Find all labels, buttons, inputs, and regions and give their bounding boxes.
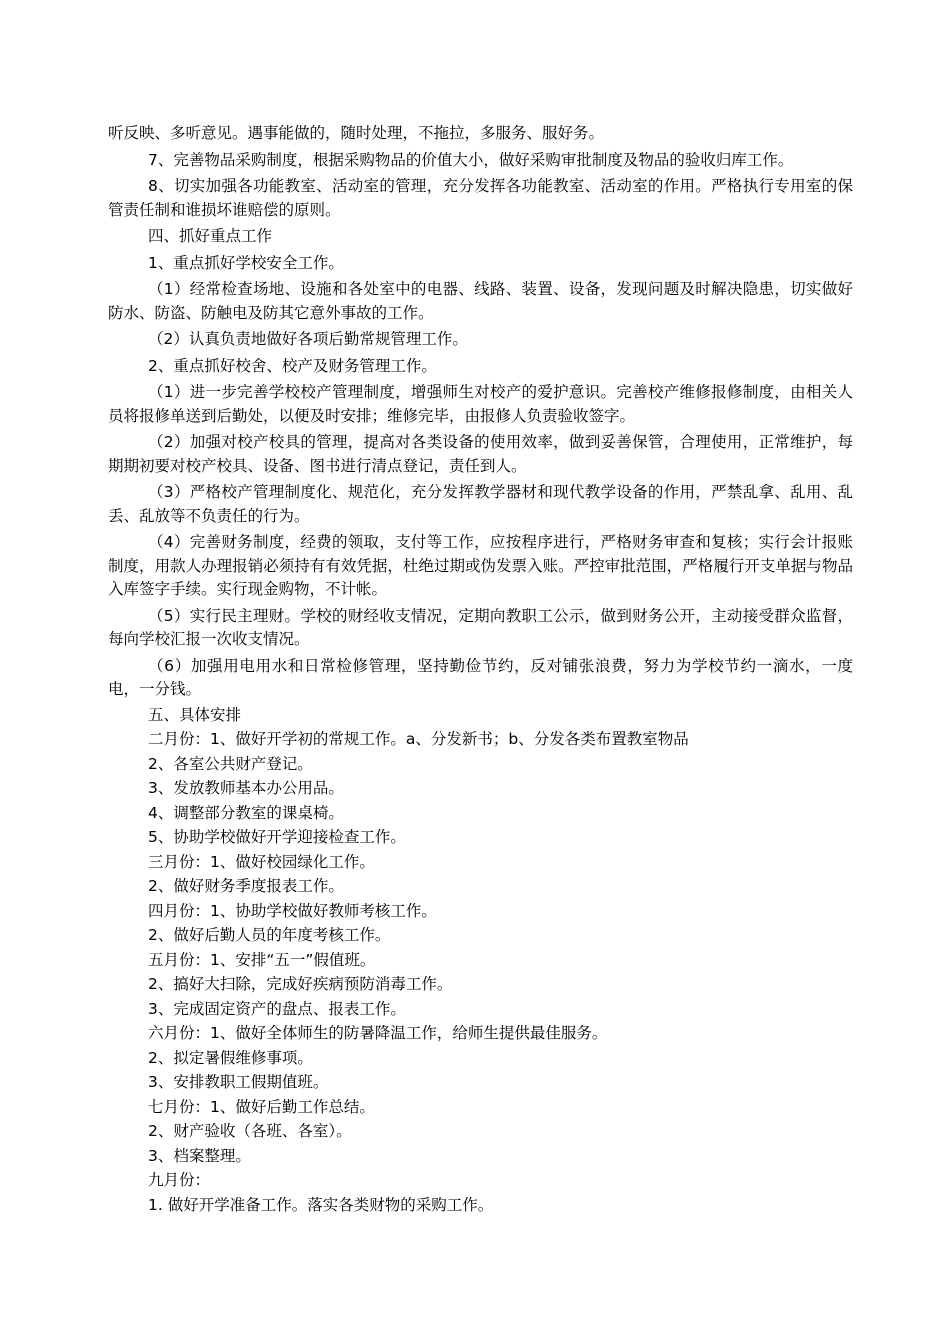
- schedule-item: 2、搞好大扫除，完成好疾病预防消毒工作。: [148, 975, 453, 993]
- schedule-item: 三月份：1、做好校园绿化工作。: [148, 852, 375, 871]
- schedule-item: 五月份：1、安排“五一”假值班。: [148, 950, 376, 969]
- section-heading: 四、抓好重点工作: [148, 227, 273, 245]
- paragraph: （1）进一步完善学校校产管理制度，增强师生对校产的爱护意识。完善校产维修报修制度，由相关人员将报修单送到后勤处，以便及时安排；维修完毕，由报修人负责验收签字。: [108, 383, 853, 425]
- schedule-item: 3、发放教师基本办公用品。: [148, 779, 344, 797]
- schedule-item: 2、各室公共财产登记。: [148, 754, 313, 773]
- paragraph: 7、完善物品采购制度，根据采购物品的价值大小，做好采购审批制度及物品的验收归库工作。: [148, 150, 794, 169]
- schedule-item: 六月份：1、做好全体师生的防暑降温工作，给师生提供最佳服务。: [148, 1024, 608, 1042]
- schedule-item: 七月份：1、做好后勤工作总结。: [148, 1097, 375, 1116]
- schedule-item: 3、档案整理。: [148, 1146, 251, 1165]
- schedule-item: 2、拟定暑假维修事项。: [148, 1048, 313, 1067]
- schedule-item: 2、财产验收（各班、各室）。: [148, 1122, 352, 1140]
- paragraph: （3）严格校产管理制度化、规范化，充分发挥教学器材和现代教学设备的作用，严禁乱拿、乱用、乱丢、乱放等不负责任的行为。: [108, 483, 853, 525]
- section-heading: 五、具体安排: [148, 705, 242, 724]
- paragraph: （2）认真负责地做好各项后勤常规管理工作。: [148, 330, 468, 348]
- schedule-item: 3、安排教职工假期值班。: [148, 1073, 329, 1091]
- subsection-heading: 2、重点抓好校舍、校产及财务管理工作。: [148, 356, 437, 375]
- schedule-item: 九月份：: [148, 1171, 211, 1189]
- schedule-item: 二月份：1、做好开学初的常规工作。a、分发新书；b、分发各类布置教室物品: [148, 730, 689, 748]
- schedule-item: 5、协助学校做好开学迎接检查工作。: [148, 828, 406, 846]
- paragraph: 8、切实加强各功能教室、活动室的管理，充分发挥各功能教室、活动室的作用。严格执行专用室的保管责任制和谁损坏谁赔偿的原则。: [108, 177, 853, 219]
- subsection-heading: 1、重点抓好学校安全工作。: [148, 253, 344, 272]
- paragraph: （1）经常检查场地、设施和各处室中的电器、线路、装置、设备，发现问题及时解决隐患，切实做好防水、防盗、防触电及防其它意外事故的工作。: [108, 280, 853, 322]
- schedule-item: 1. 做好开学准备工作。落实各类财物的采购工作。: [148, 1195, 494, 1214]
- paragraph: （4）完善财务制度，经费的领取，支付等工作，应按程序进行，严格财务审查和复核；实行会计报账制度，用款人办理报销必须持有有效凭据，杜绝过期或伪发票入账。严控审批范围，严格履行开支单据与物品入库签字手续。实行现金购物，不计帐。: [108, 533, 853, 598]
- schedule-item: 3、完成固定资产的盘点、报表工作。: [148, 999, 406, 1018]
- schedule-item: 2、做好后勤人员的年度考核工作。: [148, 926, 391, 944]
- paragraph: （2）加强对校产校具的管理，提高对各类设备的使用效率，做到妥善保管，合理使用，正常维护，每期期初要对校产校具、设备、图书进行清点登记，责任到人。: [108, 433, 853, 475]
- paragraph: （5）实行民主理财。学校的财经收支情况，定期向教职工公示，做到财务公开，主动接受群众监督，每向学校汇报一次收支情况。: [108, 606, 853, 648]
- schedule-item: 2、做好财务季度报表工作。: [148, 877, 344, 895]
- schedule-item: 4、调整部分教室的课桌椅。: [148, 803, 344, 822]
- paragraph: （6）加强用电用水和日常检修管理，坚持勤俭节约，反对铺张浪费，努力为学校节约一滴水，一度电，一分钱。: [108, 656, 853, 698]
- schedule-item: 四月份：1、协助学校做好教师考核工作。: [148, 901, 437, 920]
- document-body: [108, 122, 853, 1219]
- paragraph: 听反映、多听意见。遇事能做的，随时处理，不拖拉，多服务、服好务。: [108, 124, 605, 142]
